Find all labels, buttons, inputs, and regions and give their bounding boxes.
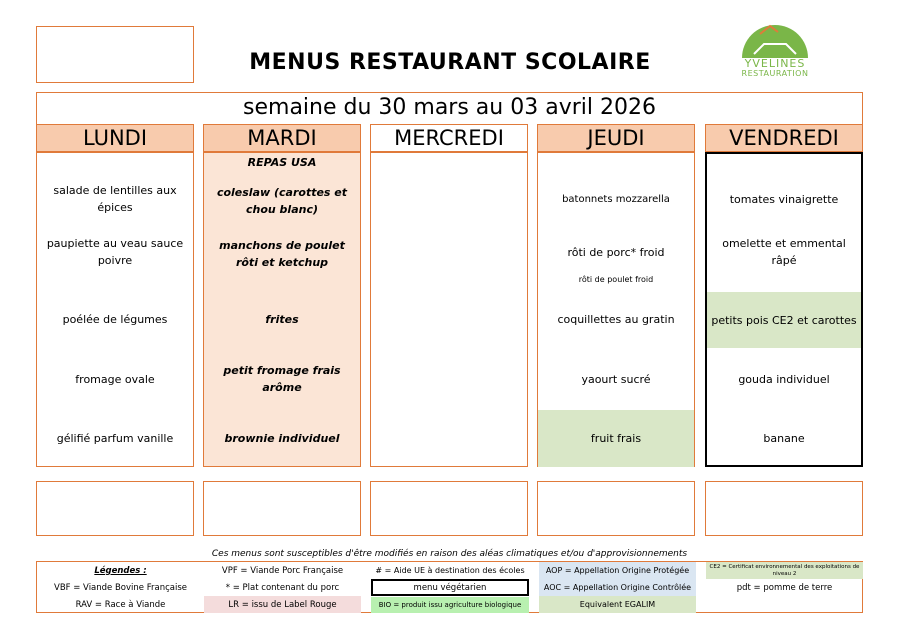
menu-item: batonnets mozzarella (562, 193, 670, 205)
legend-pdt: pdt = pomme de terre (736, 582, 833, 593)
day-header-jeudi: JEUDI (537, 124, 695, 152)
column-mercredi (370, 152, 528, 467)
theme-label: REPAS USA (247, 155, 317, 169)
menu-item: rôti de porc* froid (567, 245, 665, 259)
empty-box (705, 481, 863, 536)
menu-item: salade de lentilles aux épices (53, 184, 177, 214)
menu-item: fruit frais (538, 410, 694, 467)
menu-item: paupiette au veau sauce poivre (46, 237, 184, 267)
legend-aop: AOP = Appellation Origine Protégée (539, 562, 696, 579)
menu-item: coquillettes au gratin (557, 312, 675, 326)
day-header-vendredi: VENDREDI (705, 124, 863, 152)
day-header-mercredi: MERCREDI (370, 124, 528, 152)
legend-table (36, 561, 863, 613)
legend-bio: BIO = produit issu agriculture biologique (371, 597, 529, 613)
menu-item-alternative: rôti de poulet froid (578, 274, 654, 284)
disclaimer-note: Ces menus sont susceptibles d'être modifiés en raison des aléas climatiques et/ou d'approvisionnements (211, 549, 688, 559)
legend-rav: RAV = Race à Viande (75, 599, 166, 610)
empty-box (370, 481, 528, 536)
menu-item: gouda individuel (738, 372, 830, 386)
week-range: semaine du 30 mars au 03 avril 2026 (36, 92, 863, 124)
page-title: MENUS RESTAURANT SCOLAIRE (249, 50, 651, 75)
menu-item: tomates vinaigrette (729, 192, 839, 206)
legend-vbf: VBF = Viande Bovine Française (54, 582, 187, 593)
legend-label-rouge: LR = issu de Label Rouge (204, 596, 361, 613)
legend-aide-ue: # = Aide UE à destination des écoles (375, 566, 525, 575)
legend-title: Légendes : (94, 565, 147, 576)
empty-box (203, 481, 361, 536)
column-mardi (203, 152, 361, 467)
logo-text-restauration: RESTAURATION (741, 69, 809, 78)
legend-plat-porc: * = Plat contenant du porc (225, 582, 340, 593)
legend-egalim: Equivalent EGALIM (539, 596, 696, 613)
logo-placeholder-box (36, 26, 194, 83)
day-header-lundi: LUNDI (36, 124, 194, 152)
column-vendredi (705, 152, 863, 467)
column-lundi (36, 152, 194, 467)
menu-item: yaourt sucré (581, 372, 651, 386)
legend-ce2: CE2 = Certificat environnemental des exploitations de niveau 2 (706, 562, 863, 579)
menu-item: omelette et emmental râpé (722, 237, 846, 267)
column-jeudi (537, 152, 695, 467)
legend-menu-vegetarien: menu végétarien (371, 579, 529, 596)
day-header-mardi: MARDI (203, 124, 361, 152)
empty-box (537, 481, 695, 536)
menu-item: coleslaw (carottes et chou blanc) (216, 186, 348, 216)
menu-item: brownie individuel (224, 431, 340, 445)
menu-item: gélifié parfum vanille (56, 431, 174, 445)
menu-item: manchons de poulet rôti et ketchup (219, 239, 345, 269)
menu-item: poélée de légumes (62, 312, 168, 326)
menu-item: banane (763, 431, 805, 445)
menu-item: frites (265, 312, 299, 326)
menu-item: petit fromage frais arôme (223, 364, 341, 394)
empty-box (36, 481, 194, 536)
logo-text-yvelines: YVELINES (744, 57, 806, 70)
menu-item: petits pois CE2 et carottes (707, 292, 861, 348)
legend-vpf: VPF = Viande Porc Française (221, 565, 344, 576)
legend-aoc: AOC = Appellation Origine Contrôlée (539, 579, 696, 596)
menu-item: fromage ovale (75, 372, 155, 386)
